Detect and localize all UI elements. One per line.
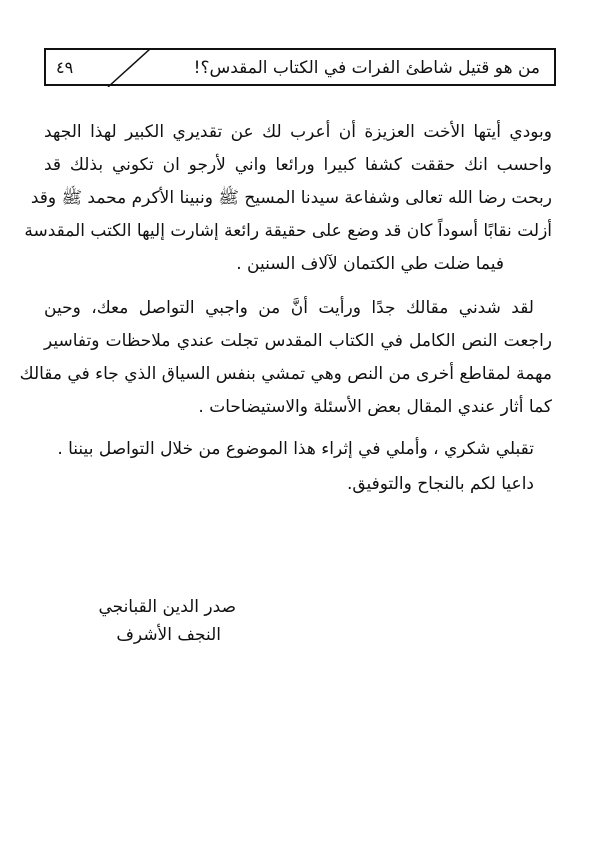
paragraph-2	[19, 292, 552, 424]
text-line: تقبلي شكري ، وأملي في إثراء هذا الموضوع من خلال التواصل بيننا .	[57, 439, 534, 459]
paragraph-4	[44, 468, 552, 501]
text-line: ربحت رضا الله تعالى وشفاعة سيدنا المسيح ﷺ ونبينا الأكرم محمد ﷺ وقد	[30, 188, 552, 208]
page-header	[44, 48, 556, 86]
header-title: من هو قتيل شاطئ الفرات في الكتاب المقدس؟!	[193, 58, 540, 78]
signature-name: صدر الدين القبانجي	[98, 597, 236, 617]
text-line: مهمة لمقاطع أخرى من النص وهي تمشي بنفس السياق الذي جاء في مقالك	[19, 364, 552, 384]
text-line: وبودي أيتها الأخت العزيزة أن أعرب لك عن تقديري الكبير لهذا الجهد	[44, 122, 552, 142]
text-line: راجعت النص الكامل في الكتاب المقدس تجلت عندي ملاحظات وتفاسير	[44, 331, 552, 351]
text-line: لقد شدني مقالك جدًا ورأيت أنَّ من واجبي التواصل معك، وحين	[44, 298, 534, 318]
text-line: فيما ضلت طي الكتمان لآلاف السنين .	[236, 254, 504, 274]
header-divider	[98, 49, 158, 87]
paragraph-3	[44, 433, 552, 466]
text-line: كما أثار عندي المقال بعض الأسئلة والاستيضاحات .	[198, 397, 552, 417]
paragraph-1	[24, 116, 552, 281]
signature-place: النجف الأشرف	[116, 625, 221, 645]
text-line: داعيا لكم بالنجاح والتوفيق.	[346, 474, 534, 494]
text-line: واحسب انك حققت كشفا كبيرا ورائعا واني لأرجو ان تكوني بذلك قد	[44, 155, 552, 175]
text-line: أزلت نقابًا أسوداً كان قد وضع على حقيقة رائعة إشارت إليها الكتب المقدسة	[24, 221, 552, 241]
page-number: ٤٩	[56, 58, 74, 77]
